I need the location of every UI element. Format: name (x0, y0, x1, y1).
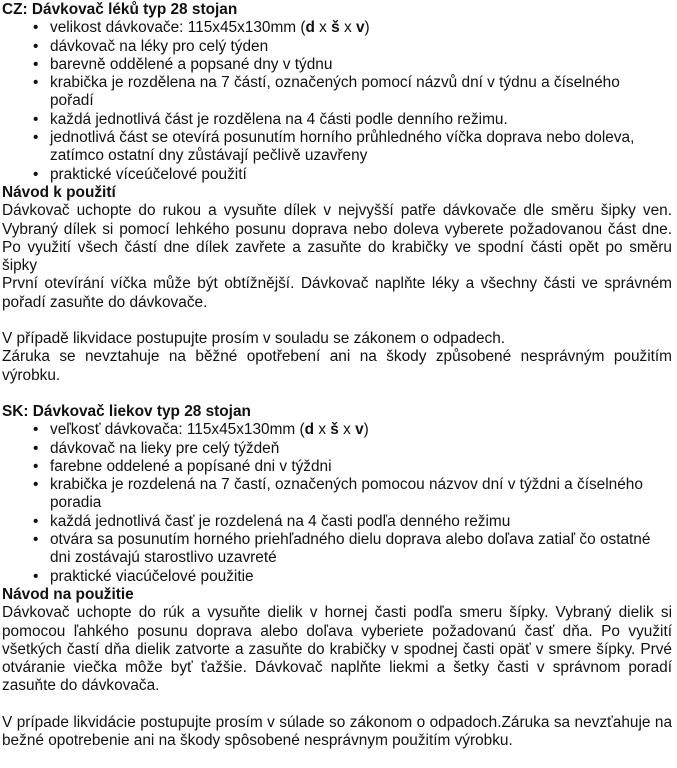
sk-dimensions-prefix: veľkosť dávkovača: 115x45x130mm ( (50, 421, 305, 439)
sk-bullet: • farebne oddelené a popísané dni v týždni (2, 458, 672, 476)
sk-bullet: • dávkovač na lieky pre celý týždeň (2, 440, 672, 458)
sk-instructions-paragraph: Dávkovač uchopte do rúk a vysuňte dielik v hornej časti podľa smeru šípky. Vybraný dielik si pomocou ľahkého posunu doprava alebo doľava vyberiete požadovanú časť dňa. Po využití všetkých častí dňa dielik zatvorte a zasuňte do krabičky v spodnej časti opäť v smere šípky. Prvé otváranie viečka môže byť ťažšie. Dávkovač naplňte liekmi a šetky časti v správnom poradí zasuňte do dávkovača. (2, 604, 672, 695)
cz-instructions-paragraph: Dávkovač uchopte do rukou a vysuňte dílek v nejvyšší patře dávkovače dle směru šipky ven. Vybraný dílek si pomocí lehkého posunu doprava nebo doleva vyberete požadovanou část dne. Po využití všech částí dne dílek zavřete a zasuňte do krabičky ve spodní části opět po směru šipky (2, 202, 672, 275)
spacer (2, 385, 672, 403)
sk-bullet-dimensions (2, 421, 672, 439)
cz-instructions-paragraph-2: První otevírání víčka může být obtížnější. Dávkovač naplňte léky a všechny části ve správném pořadí zasuňte do dávkovače. (2, 275, 672, 311)
sk-bullet: • otvára sa posunutím horného priehľadného dielu doprava alebo doľava zatiaľ čo ostatné dni zostávajú starostlivo uzavreté (2, 531, 672, 568)
cz-disposal-text: V případě likvidace postupujte prosím v souladu se zákonem o odpadech. (2, 330, 506, 348)
cz-bullet: • dávkovač na léky pro celý týden (2, 38, 672, 56)
document (2, 1, 672, 750)
cz-dim-d: d (305, 19, 315, 37)
cz-bullet: • jednotlivá část se otevírá posunutím horního průhledného víčka doprava nebo doleva, zatímco ostatní dny zůstávají pečlivě uzavřeny (2, 129, 672, 166)
cz-dim-x2: x (339, 19, 356, 37)
sk-dim-x2: x (338, 421, 356, 439)
cz-dim-v: v (355, 19, 365, 37)
cz-dim-x1: x (314, 19, 332, 37)
cz-dimensions-suffix: ) (364, 19, 370, 37)
cz-title: CZ: Dávkovač léků typ 28 stojan (2, 1, 238, 18)
cz-bullet: • krabička je rozdělena na 7 částí, označených pomocí názvů dní v týdnu a číselného pořadí (2, 74, 672, 111)
sk-dim-d: d (304, 421, 315, 439)
sk-feature-list (2, 421, 672, 586)
cz-section (2, 1, 672, 385)
cz-bullet: • každá jednotlivá část je rozdělena na 4 části podle denního režimu. (2, 111, 672, 129)
spacer (2, 696, 672, 714)
sk-dimensions-suffix: ) (363, 421, 369, 439)
cz-dim-s: š (331, 19, 340, 37)
cz-bullet: • barevně oddělené a popsané dny v týdnu (2, 56, 672, 74)
sk-bullet: • každá jednotlivá časť je rozdelená na 4 časti podľa denného režimu (2, 513, 672, 531)
sk-dim-s: š (330, 421, 339, 439)
cz-feature-list (2, 19, 672, 184)
sk-dim-v: v (355, 421, 364, 439)
sk-instructions-heading: Návod na použitie (2, 585, 134, 603)
sk-bullet: • krabička je rozdelená na 7 častí, označených pomocou názvov dní v týždni a číselného poradia (2, 476, 672, 513)
spacer (2, 312, 672, 330)
sk-bullet: • praktické viacúčelové použitie (2, 568, 672, 586)
sk-title: SK: Dávkovač liekov typ 28 stojan (2, 402, 251, 420)
cz-bullet-dimensions (2, 19, 672, 37)
cz-dimensions-prefix: velikost dávkovače: 115x45x130mm ( (50, 19, 306, 37)
sk-disposal-text: V prípade likvidácie postupujte prosím v súlade so zákonom o odpadoch.Záruka sa nevzťahuje na bežné opotrebenie ani na škody spôsobené nesprávnym použitím výrobku. (2, 713, 672, 749)
cz-warranty-text: Záruka se nevztahuje na běžné opotřebení ani na škody způsobené nesprávným použitím výrobku. (2, 348, 672, 384)
sk-dim-x1: x (314, 421, 331, 439)
sk-section (2, 403, 672, 750)
cz-bullet: • praktické víceúčelové použití (2, 166, 672, 184)
cz-instructions-heading: Návod k použití (2, 183, 116, 201)
